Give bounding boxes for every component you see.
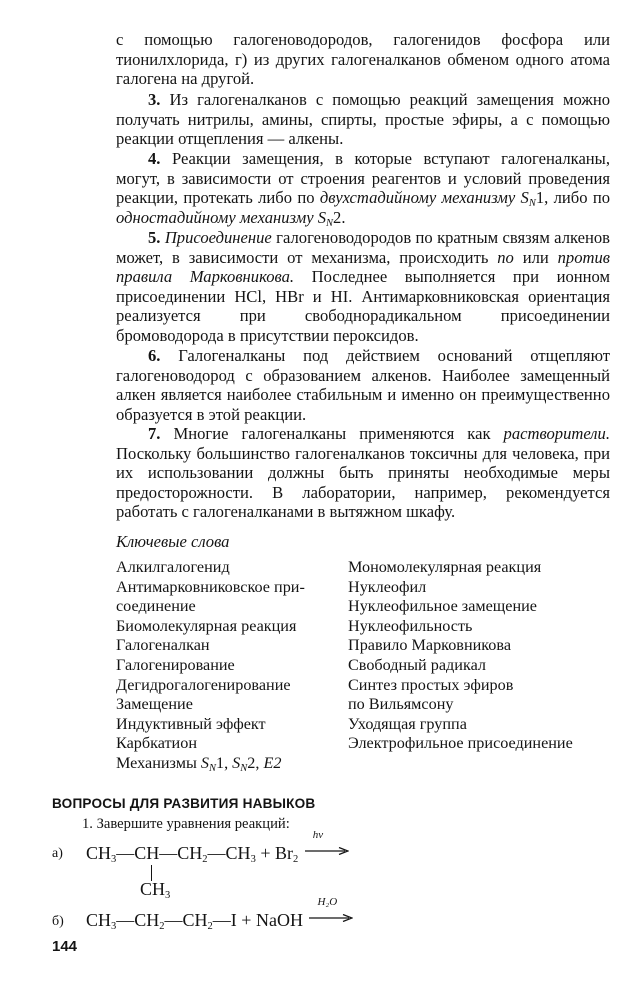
item-number: 4. — [148, 149, 161, 168]
paragraph-7: 7. Многие галогеналканы применяются как растворители. Поскольку большинство галогеналканов токсичны для человека, при их использовании должны быть приняты необходимые меры предосторожности. В лаборатории, например, рекомендуется работать с галогеналканами в вытяжном шкафу. — [116, 424, 610, 522]
item-number: 6. — [148, 346, 161, 365]
keyword-item: Нуклеофил — [348, 577, 427, 596]
keyword-item: Свободный радикал — [348, 655, 486, 674]
condition-light: hν — [312, 829, 324, 841]
item-number: 5. — [148, 228, 161, 247]
keyword-item: Уходящая группа — [348, 714, 467, 733]
paragraph-4: 4. Реакции замещения, в которые вступают галогеналканы, могут, в зависимости от строения реагентов и условий проведения реакции, протекать либо по двухстадийному механизму $S_N1$, либо по одностадийному механизму $S_N2$. — [116, 149, 611, 229]
equation-b: $CH_3—CH_2—CH_2—I$ + NaOH H₂O — [86, 910, 353, 931]
keyword-item: Замещение — [116, 695, 193, 714]
keyword-item: Галогеналкан — [116, 636, 210, 655]
keyword-item: Синтез простых эфиров — [348, 675, 514, 694]
keyword-item: Электрофильное присоединение — [348, 734, 573, 753]
item-number: 7. — [148, 424, 161, 443]
page-number: 144 — [52, 938, 78, 955]
keyword-item: Карбкатион — [116, 734, 197, 753]
keywords-right-column — [348, 558, 610, 754]
keyword-item: Алкилгалогенид — [116, 558, 230, 576]
arrow-icon — [305, 847, 349, 855]
keywords-left-column — [116, 558, 342, 774]
keyword-item: Мономолекулярная реакция — [348, 558, 542, 576]
keyword-item: Нуклеофильность — [348, 616, 473, 635]
paragraph-5: 5. Присоединение галогеноводородов по кратным связям алкенов может, в зависимости от механизма, происходить по или против правила Марковникова. Последнее выполняется при ионном присоединении HCl, HBr и HI. Антимарковниковская ориентация реализуется при свободнорадикальном присоединении бромоводорода в присутствии пероксидов. — [116, 228, 611, 345]
equation-a: $CH_3—CH—CH_2—CH_3 + Br_2$ hν — [86, 843, 349, 864]
keywords-heading: Ключевые слова — [116, 532, 230, 551]
keyword-item-mechanisms: Механизмы $S_N1$, $S_N2$, E2 — [116, 753, 282, 774]
item-number: 3. — [148, 90, 161, 109]
keyword-item: Галогенирование — [116, 655, 235, 674]
keyword-item: Биомолекулярная реакция — [116, 616, 297, 635]
keyword-item: Нуклеофильное замещение — [348, 597, 537, 616]
questions-heading: ВОПРОСЫ ДЛЯ РАЗВИТИЯ НАВЫКОВ — [52, 796, 316, 811]
keyword-item: по Вильямсону — [348, 695, 454, 714]
keyword-item: соединение — [116, 597, 196, 616]
arrow-icon — [309, 914, 353, 922]
equation-a-branch: $CH_3$ — [140, 879, 171, 901]
equation-a-label: а) — [52, 846, 63, 861]
reaction-arrow — [309, 896, 353, 922]
equation-b-label: б) — [52, 914, 64, 929]
keyword-item: Правило Марковникова — [348, 636, 512, 655]
condition-water: H₂O — [317, 896, 338, 908]
paragraph-6: 6. Галогеналканы под действием оснований отщепляют галогеноводород с образованием алкенов. Наиболее замещенный алкен является наиболее стабильным и именно он преимущественно образуется в этой реакции. — [116, 346, 610, 424]
paragraph-3: 3. Из галогеналканов с помощью реакций замещения можно получать нитрилы, амины, спирты, простые эфиры, а с помощью реакции отщепления — алкены. — [116, 90, 610, 149]
paragraph-continuation: с помощью галогеноводородов, галогенидов фосфора или тионилхлорида, г) из других галогеналканов обменом одного атома галогена на другой. — [116, 30, 610, 89]
reaction-arrow — [305, 829, 349, 855]
keyword-item: Дегидрогалогенирование — [116, 675, 291, 694]
question-task-1: 1. Завершите уравнения реакций: — [82, 816, 290, 832]
keyword-item: Антимарковниковское при- — [116, 577, 305, 596]
keyword-item: Индуктивный эффект — [116, 714, 266, 733]
